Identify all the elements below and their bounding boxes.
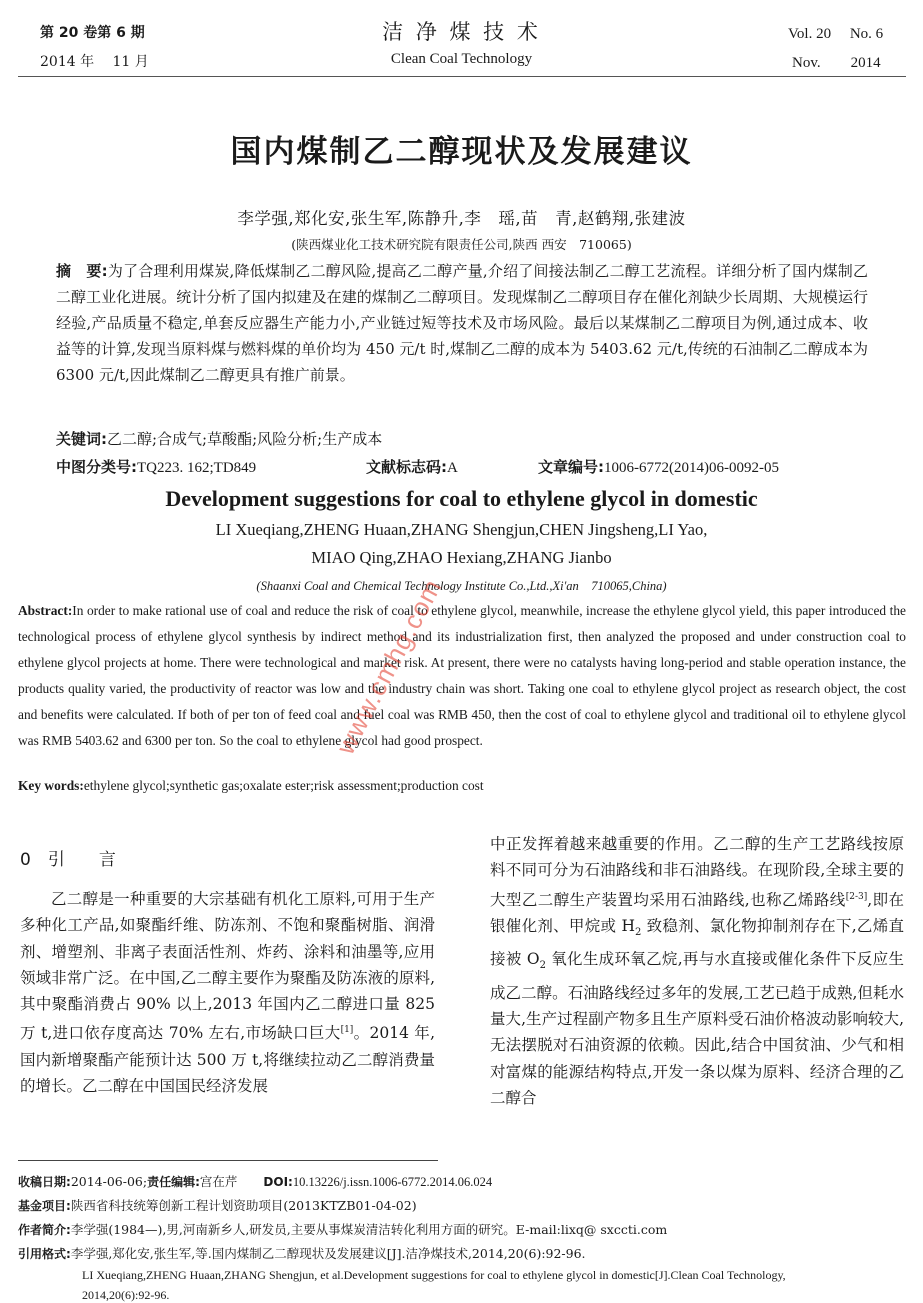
keywords-label-cn: 关键词: (56, 430, 107, 448)
footnote-rule (18, 1160, 438, 1161)
keywords-label-en: Key words: (18, 778, 84, 793)
volume-issue-en: Vol. 20 No. 6 (788, 26, 884, 42)
citation-format (18, 1244, 586, 1262)
abstract-label-cn: 摘 要: (56, 262, 108, 280)
section-heading-introduction: 0 引 言 (20, 850, 116, 870)
article-number (538, 456, 779, 477)
fund-value: 陕西省科技统筹创新工程计划资助项目(2013KTZB01-04-02) (70, 1198, 417, 1213)
authors-cn: 李学强,郑化安,张生军,陈静升,李 瑶,苗 青,赵鹤翔,张建波 (237, 209, 686, 228)
intro-paragraph-1: 乙二醇是一种重要的大宗基础有机化工原料,可用于生产多种化工产品,如聚酯纤维、防冻剂、不饱和聚酯树脂、润滑剂、增塑剂、非离子表面活性剂、炸药、涂料和油墨等,应用领域非常广泛。在中国,乙二醇主要作为聚酯及防冻液的原料,其中聚酯消费占 90% 以上,2013 年国内乙二醇进口量 825 万 t,进口依存度高达 70% 左右,市场缺口巨大 (20, 890, 435, 1043)
citation-format-en-2: 2014,20(6):92-96. (82, 1288, 170, 1302)
affiliation-cn: (陕西煤业化工技术研究院有限责任公司,陕西 西安 710065) (291, 237, 632, 252)
author-bio (18, 1220, 667, 1238)
received-date (18, 1172, 492, 1190)
article-no-label: 文章编号: (538, 458, 604, 476)
volume-issue-cn: 第 20 卷第 6 期 (40, 25, 145, 41)
citation-format-en: LI Xueqiang,ZHENG Huaan,ZHANG Shengjun, et al.Development suggestions for coal to ethylene glycol in domestic[J].Clean Coal Technology, (82, 1268, 786, 1282)
intro-right-text-2: ,即在银催化剂、甲烷或 H (490, 890, 904, 936)
intro-paragraph-1-cont: 。2014 年,国内新增聚酯产能预计达 500 万 t,将继续拉动乙二醇消费量的增长。乙二醇在中国国民经济发展 (20, 1024, 435, 1096)
fund-label: 基金项目: (18, 1199, 71, 1213)
keywords-text-en: ethylene glycol;synthetic gas;oxalate ester;risk assessment;production cost (83, 778, 484, 793)
keywords-cn (56, 428, 382, 449)
citation-2-3: [2-3] (845, 891, 868, 902)
journal-title-cn: 洁 净 煤 技 术 (382, 20, 541, 44)
abstract-text-en: In order to make rational use of coal and reduce the risk of coal to ethylene glycol, meanwhile, increase the ethylene glycol yield, this paper introduced the technological process of ethylene glycol synthesis by indirect method and its industrialization first, then analyzed the proposed and under construction coal to ethylene glycol projects at home. There were technological and market risk. At present, there were no catalysts having long-period and stable operation instance, the products quality varied, the productivity of reactor was low and the industry chain was short. Taking one coal to ethylene glycol project as research object, the cost and benefits were calculated. If both of per ton of feed coal and fuel coal was RMB 450, then the cost of coal to ethylene glycol and traditional oil to ethylene glycol was RMB 5403.62 and 6300 per ton. So the coal to ethylene glycol had good prospect. (18, 603, 906, 748)
author-bio-value: 李学强(1984—),男,河南新乡人,研发员,主要从事煤炭清洁转化利用方面的研究。E-mail:lixq@ sxccti.com (70, 1222, 668, 1237)
journal-title-en: Clean Coal Technology (390, 51, 533, 67)
doi-label: DOI: (263, 1175, 293, 1189)
fund-project (18, 1196, 417, 1214)
authors-en-line1: LI Xueqiang,ZHENG Huaan,ZHANG Shengjun,CHEN Jingsheng,LI Yao, (215, 520, 708, 539)
intro-right-text-4: 氧化生成环氧乙烷,再与水直接或催化条件下反应生成乙二醇。石油路线经过多年的发展,工艺已趋于成熟,但耗水量大,生产过程副产物多且生产原料受石油价格波动影响较大,无法摆脱对石油资源的依赖。因此,结合中国贫油、少气和相对富煤的能源结构特点,开发一条以煤为原料、经济合理的乙二醇合 (490, 950, 904, 1108)
body-left-column (20, 886, 435, 1100)
editor-value: 宫在芹 (199, 1174, 238, 1189)
clc-number (56, 456, 256, 477)
article-title-en: Development suggestions for coal to ethylene glycol in domestic (165, 486, 758, 511)
doc-code-label: 文献标志码: (366, 458, 447, 476)
o2-subscript: 2 (539, 960, 546, 972)
editor-label: 责任编辑: (147, 1175, 200, 1189)
document-code (366, 456, 458, 477)
abstract-en (18, 598, 906, 754)
date-en: Nov. 2014 (792, 55, 881, 71)
body-right-column (490, 831, 904, 1111)
doc-code-value: A (447, 460, 458, 476)
intro-right-text-1: 中正发挥着越来越重要的作用。乙二醇的生产工艺路线按原料不同可分为石油路线和非石油路线。在现阶段,全球主要的大型乙二醇生产装置均采用石油路线,也称乙烯路线 (490, 835, 904, 909)
h2-subscript: 2 (634, 927, 642, 939)
abstract-text-cn: 为了合理利用煤炭,降低煤制乙二醇风险,提高乙二醇产量,介绍了间接法制乙二醇工艺流程。详细分析了国内煤制乙二醇工业化进展。统计分析了国内拟建及在建的煤制乙二醇项目。发现煤制乙二醇项目存在催化剂缺少长周期、大规模运行经验,产品质量不稳定,单套反应器生产能力小,产业链过短等技术及市场风险。最后以某煤制乙二醇项目为例,通过成本、收益等的计算,发现当原料煤与燃料煤的单价均为 450 元/t 时,煤制乙二醇的成本为 5403.62 元/t,传统的石油制乙二醇成本为 6300 元/t,因此煤制乙二醇更具有推广前景。 (56, 262, 869, 384)
intro-right-text-3: 致稳剂、氯化物抑制剂存在下,乙烯直接被 O (490, 917, 904, 969)
authors-en-line2: MIAO Qing,ZHAO Hexiang,ZHANG Jianbo (311, 548, 612, 567)
abstract-label-en: Abstract: (18, 603, 73, 618)
received-label: 收稿日期: (18, 1175, 71, 1189)
article-title-cn: 国内煤制乙二醇现状及发展建议 (230, 134, 693, 170)
article-no-value: 1006-6772(2014)06-0092-05 (604, 460, 779, 476)
header-rule (18, 76, 906, 77)
affiliation-en: (Shaanxi Coal and Chemical Technology Institute Co.,Ltd.,Xi'an 710065,China) (256, 579, 667, 593)
abstract-cn (56, 258, 868, 388)
doi-value: 10.13226/j.issn.1006-6772.2014.06.024 (292, 1175, 493, 1189)
citation-format-label: 引用格式: (18, 1247, 71, 1261)
received-value: 2014-06-06; (70, 1174, 148, 1189)
watermark: www.cmhg.com (330, 573, 448, 760)
keywords-text-cn: 乙二醇;合成气;草酸酯;风险分析;生产成本 (107, 430, 383, 448)
citation-1: [1] (340, 1025, 354, 1036)
citation-format-value: 李学强,郑化安,张生军,等.国内煤制乙二醇现状及发展建议[J].洁净煤技术,2014,20(6):92-96. (70, 1246, 586, 1261)
clc-label: 中图分类号: (56, 458, 137, 476)
date-cn: 2014 年 11 月 (40, 54, 149, 70)
clc-value: TQ223. 162;TD849 (137, 460, 257, 476)
author-bio-label: 作者简介: (18, 1223, 71, 1237)
keywords-en (18, 778, 484, 794)
